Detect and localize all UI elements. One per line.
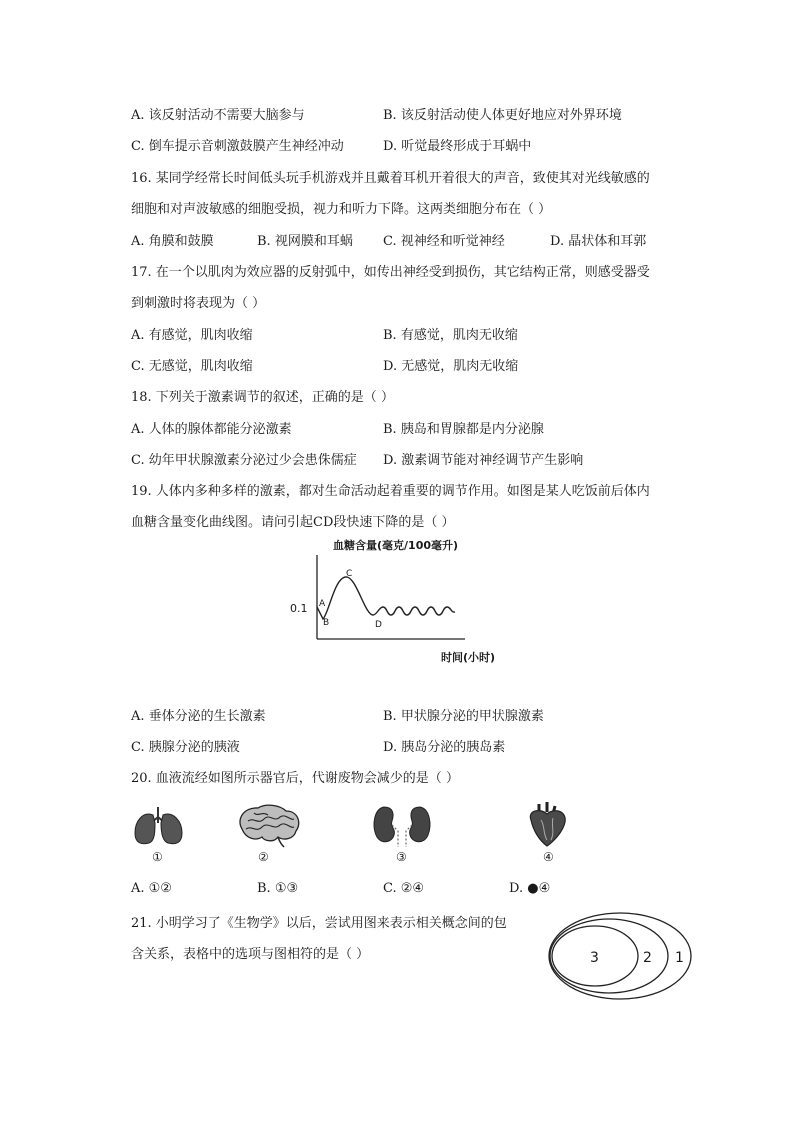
q19-option-b: B. 甲状腺分泌的甲状腺激素: [383, 709, 544, 724]
q18-option-c: C. 幼年甲状腺激素分泌过少会患侏儒症: [131, 453, 357, 468]
q20-option-b: B. ①③: [257, 881, 299, 896]
graph-y-tick: 0.1: [290, 602, 308, 615]
q20-option-d: D. ●④: [509, 881, 551, 896]
circle-label-3: 3: [590, 950, 599, 966]
graph-point-c: C: [346, 569, 353, 579]
q16-stem-line1: 16. 某同学经常长时间低头玩手机游戏并且戴着耳机开着很大的声音，致使其对光线敏感的: [131, 171, 650, 186]
q20-stem: 20. 血液流经如图所示器官后，代谢废物会减少的是（ ）: [131, 771, 459, 786]
q17-option-c: C. 无感觉，肌肉收缩: [131, 359, 253, 374]
graph-point-a: A: [319, 599, 326, 609]
q17-stem-line2: 到刺激时将表现为（ ）: [131, 296, 266, 311]
q18-option-a: A. 人体的腺体都能分泌激素: [131, 422, 292, 437]
q21-stem-line1: 21. 小明学习了《生物学》以后，尝试用图来表示相关概念间的包: [131, 916, 507, 931]
q20-option-a: A. ①②: [131, 881, 172, 896]
q19-stem-line2: 血糖含量变化曲线图。请问引起CD段快速下降的是（ ）: [131, 515, 455, 530]
q16-option-c: C. 视神经和听觉神经: [383, 234, 505, 249]
circle-label-2: 2: [643, 950, 652, 966]
q21-stem-line2: 含关系，表格中的选项与图相符的是（ ）: [131, 947, 370, 962]
q15-option-b: B. 该反射活动使人体更好地应对外界环境: [383, 108, 622, 123]
q15-option-c: C. 倒车提示音刺激鼓膜产生神经冲动: [131, 139, 344, 154]
q17-option-b: B. 有感觉，肌肉无收缩: [383, 328, 518, 343]
q19-option-a: A. 垂体分泌的生长激素: [131, 709, 266, 724]
q18-stem: 18. 下列关于激素调节的叙述，正确的是（ ）: [131, 390, 394, 405]
q19-option-c: C. 胰腺分泌的胰液: [131, 740, 240, 755]
organ-label-1: ①: [152, 850, 163, 864]
q15-option-a: A. 该反射活动不需要大脑参与: [131, 108, 305, 123]
nested-concept-diagram: [545, 910, 695, 1002]
q19-option-d: D. 胰岛分泌的胰岛素: [383, 740, 506, 755]
q17-option-d: D. 无感觉，肌肉无收缩: [383, 359, 519, 374]
q15-option-d: D. 听觉最终形成于耳蜗中: [383, 139, 532, 154]
q19-stem-line1: 19. 人体内多种多样的激素，都对生命活动起着重要的调节作用。如图是某人吃饭前后体内: [131, 484, 650, 499]
q18-option-d: D. 激素调节能对神经调节产生影响: [383, 453, 584, 468]
graph-point-b: B: [323, 618, 330, 628]
q16-option-a: A. 角膜和鼓膜: [131, 234, 214, 249]
organ-label-2: ②: [258, 850, 269, 864]
organ-label-4: ④: [543, 850, 554, 864]
graph-point-d: D: [375, 620, 382, 630]
heart-icon: [521, 800, 573, 848]
brain-icon: [234, 803, 304, 848]
kidneys-icon: [372, 803, 432, 848]
q18-option-b: B. 胰岛和胃腺都是内分泌腺: [383, 422, 544, 437]
blood-sugar-graph: [285, 533, 515, 668]
q16-option-d: D. 晶状体和耳郭: [550, 234, 647, 249]
organ-label-3: ③: [396, 850, 407, 864]
graph-y-label: 血糖含量(毫克/100毫升): [333, 539, 459, 552]
circle-outer: [549, 913, 691, 999]
graph-x-label: 时间(小时): [441, 651, 496, 664]
q17-option-a: A. 有感觉，肌肉收缩: [131, 328, 253, 343]
lungs-icon: [131, 803, 186, 848]
q20-option-c: C. ②④: [383, 881, 425, 896]
q17-stem-line1: 17. 在一个以肌肉为效应器的反射弧中，如传出神经受到损伤，其它结构正常，则感受器受: [131, 265, 650, 280]
blood-sugar-curve: [317, 577, 455, 619]
circle-label-1: 1: [675, 950, 684, 966]
q16-stem-line2: 细胞和对声波敏感的细胞受损，视力和听力下降。这两类细胞分布在（ ）: [131, 202, 552, 217]
q16-option-b: B. 视网膜和耳蜗: [257, 234, 353, 249]
